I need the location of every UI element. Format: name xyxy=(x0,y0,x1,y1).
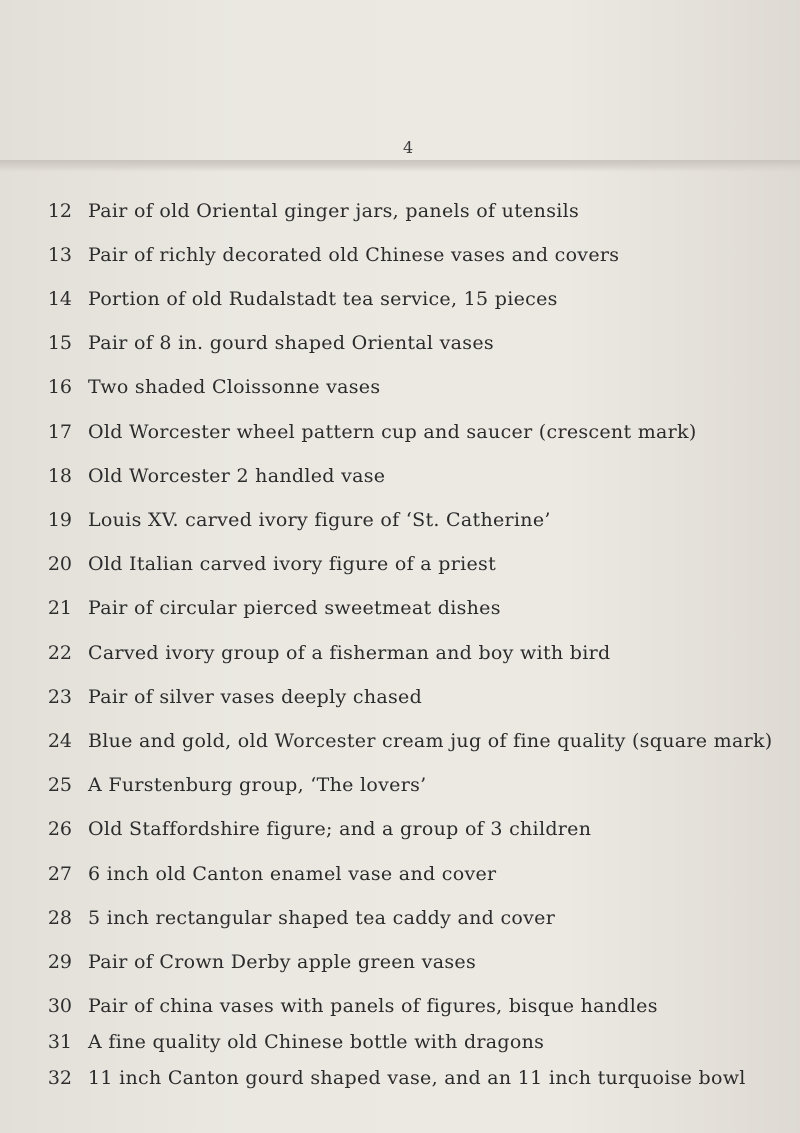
lot-item xyxy=(0,375,800,413)
lot-item xyxy=(0,331,800,369)
lot-number: 19 xyxy=(47,509,72,531)
lot-description: Pair of circular pierced sweetmeat dishes xyxy=(88,597,501,619)
lot-number: 15 xyxy=(47,332,72,354)
lot-description: Blue and gold, old Worcester cream jug of fine quality (square mark) xyxy=(88,730,773,752)
lot-description: 11 inch Canton gourd shaped vase, and an 11 inch turquoise bowl xyxy=(88,1067,746,1089)
lot-item xyxy=(0,950,800,988)
lot-number: 28 xyxy=(47,907,72,929)
lot-number: 31 xyxy=(47,1031,72,1053)
lot-item xyxy=(0,817,800,855)
lot-description: Pair of richly decorated old Chinese vases and covers xyxy=(88,244,620,266)
lot-description: 5 inch rectangular shaped tea caddy and cover xyxy=(88,907,556,929)
lot-description: Old Worcester 2 handled vase xyxy=(88,465,386,487)
lot-item xyxy=(0,729,800,767)
lot-number: 26 xyxy=(47,818,72,840)
lot-number: 30 xyxy=(47,995,72,1017)
lot-description: Old Italian carved ivory figure of a priest xyxy=(88,553,497,575)
lot-item xyxy=(0,420,800,458)
lot-description: Pair of silver vases deeply chased xyxy=(88,686,423,708)
lot-number: 12 xyxy=(47,200,72,222)
lot-item xyxy=(0,862,800,900)
lot-item xyxy=(0,685,800,723)
lot-description: Pair of old Oriental ginger jars, panels of utensils xyxy=(88,200,580,222)
lot-number: 14 xyxy=(47,288,72,310)
lot-description: Pair of 8 in. gourd shaped Oriental vases xyxy=(88,332,494,354)
lot-description: Louis XV. carved ivory figure of ‘St. Catherine’ xyxy=(88,509,551,531)
lot-number: 25 xyxy=(47,774,72,796)
lot-description: Carved ivory group of a fisherman and boy with bird xyxy=(88,642,611,664)
lot-item xyxy=(0,994,800,1032)
lot-number: 29 xyxy=(47,951,72,973)
lot-item xyxy=(0,596,800,634)
lot-number: 21 xyxy=(47,597,72,619)
lot-description: A Furstenburg group, ‘The lovers’ xyxy=(88,774,427,796)
lot-description: Old Staffordshire figure; and a group of 3 children xyxy=(88,818,592,840)
lot-item xyxy=(0,1030,800,1068)
lot-number: 16 xyxy=(47,376,72,398)
lot-description: 6 inch old Canton enamel vase and cover xyxy=(88,863,497,885)
lot-description: Portion of old Rudalstadt tea service, 15 pieces xyxy=(88,288,558,310)
lot-description: Two shaded Cloissonne vases xyxy=(88,376,381,398)
lot-item xyxy=(0,464,800,502)
lot-number: 22 xyxy=(47,642,72,664)
lot-description: Pair of Crown Derby apple green vases xyxy=(88,951,476,973)
lot-description: Pair of china vases with panels of figures, bisque handles xyxy=(88,995,658,1017)
page-number: 4 xyxy=(403,138,414,157)
lot-description: A fine quality old Chinese bottle with dragons xyxy=(88,1031,545,1053)
lot-item xyxy=(0,773,800,811)
lot-item xyxy=(0,906,800,944)
lot-number: 24 xyxy=(47,730,72,752)
lot-item xyxy=(0,243,800,281)
lot-number: 23 xyxy=(47,686,72,708)
lot-item xyxy=(0,287,800,325)
lot-item xyxy=(0,199,800,237)
lot-number: 27 xyxy=(47,863,72,885)
lot-number: 17 xyxy=(47,421,72,443)
lot-item xyxy=(0,641,800,679)
lot-description: Old Worcester wheel pattern cup and saucer (crescent mark) xyxy=(88,421,697,443)
lot-number: 13 xyxy=(47,244,72,266)
lot-item xyxy=(0,508,800,546)
lot-number: 32 xyxy=(47,1067,72,1089)
lot-item xyxy=(0,552,800,590)
lot-item xyxy=(0,1066,800,1104)
lot-number: 18 xyxy=(47,465,72,487)
lot-number: 20 xyxy=(47,553,72,575)
